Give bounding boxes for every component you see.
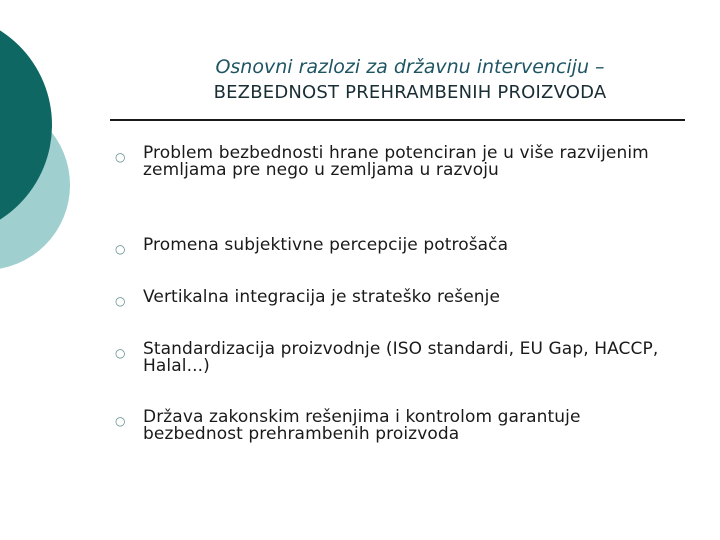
list-item	[115, 341, 675, 375]
bullet-marker-icon: ○	[115, 294, 126, 308]
bullet-marker-icon: ○	[115, 242, 126, 256]
title-line-1: Osnovni razlozi za državnu intervenciju –	[215, 56, 605, 78]
list-item	[115, 237, 675, 256]
bullet-marker-icon: ○	[115, 150, 126, 164]
title-divider	[110, 119, 685, 121]
list-item	[115, 409, 675, 443]
decorative-circles	[0, 0, 120, 300]
bullet-text: Standardizacija proizvodnje (ISO standardi, EU Gap, HACCP, Halal...)	[143, 339, 659, 376]
bullet-text: Država zakonskim rešenjima i kontrolom garantuje bezbednost prehrambenih proizvoda	[143, 407, 581, 444]
slide-title	[110, 54, 710, 106]
bullet-marker-icon: ○	[115, 414, 126, 428]
bullet-text: Problem bezbednosti hrane potenciran je u više razvijenim zemljama pre nego u zemljama u razvoju	[143, 143, 649, 180]
bullet-marker-icon: ○	[115, 346, 126, 360]
list-item	[115, 289, 675, 308]
list-item	[115, 145, 675, 179]
title-line-2: BEZBEDNOST PREHRAMBENIH PROIZVODA	[213, 82, 607, 103]
bullet-text: Vertikalna integracija je strateško rešenje	[143, 287, 501, 307]
bullet-text: Promena subjektivne percepcije potrošača	[143, 235, 509, 255]
